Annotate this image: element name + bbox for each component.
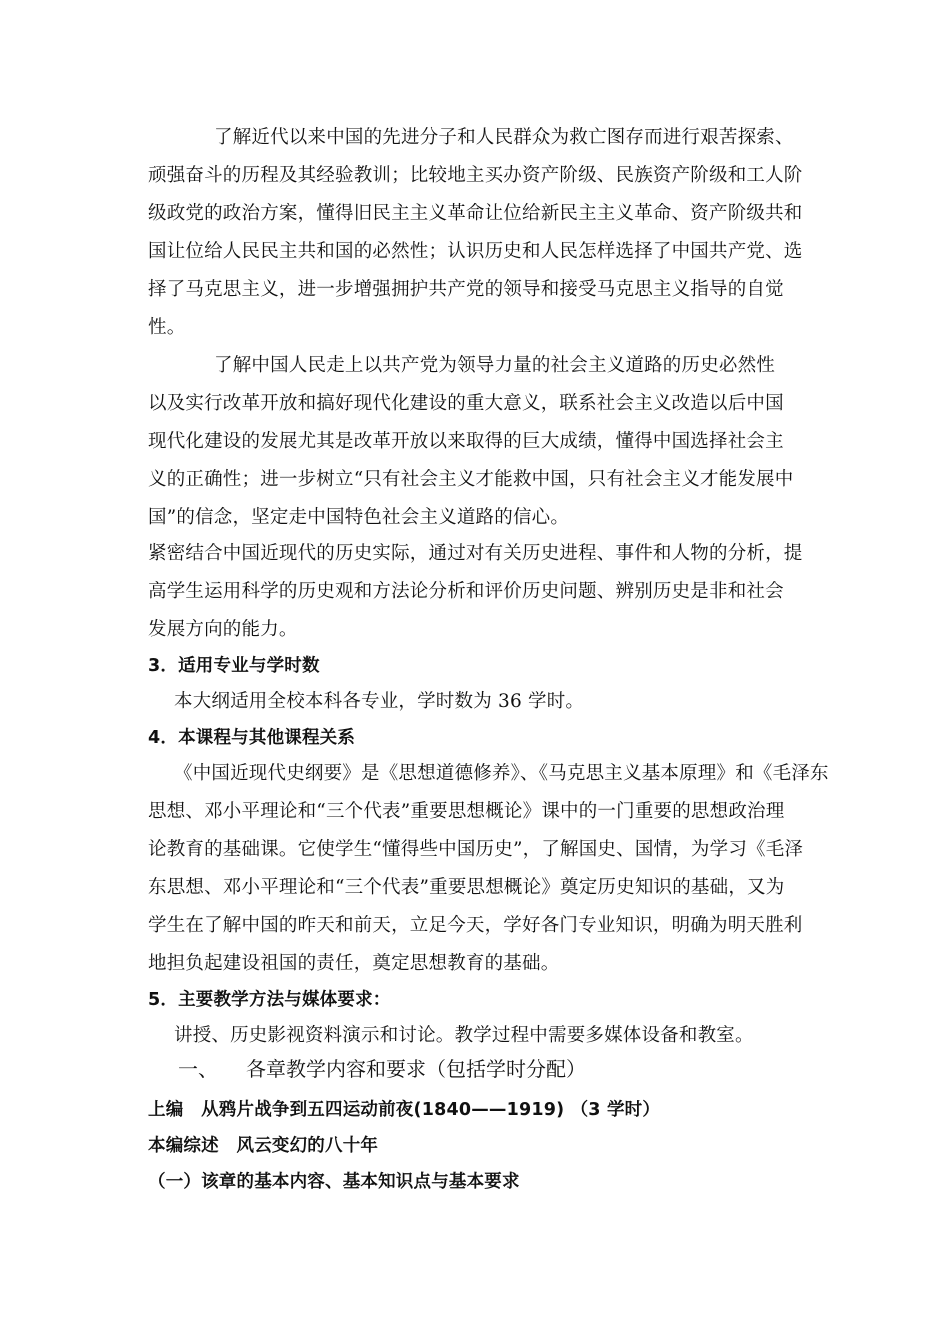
chapter-number: 一、 xyxy=(178,1057,218,1081)
paragraph-3-line-2: 高学生运用科学的历史观和方法论分析和评价历史问题、辨别历史是非和社会 xyxy=(148,581,784,602)
paragraph-1-line-2: 顽强奋斗的历程及其经验教训；比较地主买办资产阶级、民族资产阶级和工人阶 xyxy=(148,165,803,186)
section-4-line-4: 东思想、邓小平理论和“三个代表”重要思想概论》奠定历史知识的基础，又为 xyxy=(148,877,785,898)
section-4-line-2: 思想、邓小平理论和“三个代表”重要思想概论》课中的一门重要的思想政治理 xyxy=(148,801,785,822)
section-3-heading: 3．适用专业与学时数 xyxy=(148,656,320,676)
paragraph-1-line-3: 级政党的政治方案，懂得旧民主主义革命让位给新民主主义革命、资产阶级共和 xyxy=(148,203,803,224)
part-heading: 上编 从鸦片战争到五四运动前夜(1840——1919) （3 学时） xyxy=(148,1100,661,1120)
section-4-heading: 4．本课程与其他课程关系 xyxy=(148,728,356,748)
section-4-line-5: 学生在了解中国的昨天和前天，立足今天，学好各门专业知识，明确为明天胜利 xyxy=(148,915,803,936)
paragraph-1-line-6: 性。 xyxy=(148,317,186,338)
subsection-heading: （一）该章的基本内容、基本知识点与基本要求 xyxy=(148,1172,520,1192)
paragraph-3-line-3: 发展方向的能力。 xyxy=(148,619,298,640)
chapter-heading xyxy=(178,1056,586,1082)
paragraph-3-line-1: 紧密结合中国近现代的历史实际，通过对有关历史进程、事件和人物的分析，提 xyxy=(148,543,803,564)
section-3-body: 本大纲适用全校本科各专业，学时数为 36 学时。 xyxy=(174,691,585,712)
paragraph-2-line-1: 了解中国人民走上以共产党为领导力量的社会主义道路的历史必然性 xyxy=(214,355,776,376)
section-4-line-1: 《中国近现代史纲要》是《思想道德修养》、《马克思主义基本原理》和《毛泽东 xyxy=(174,763,829,784)
paragraph-2-line-5: 国”的信念，坚定走中国特色社会主义道路的信心。 xyxy=(148,507,570,528)
section-5-body: 讲授、历史影视资料演示和讨论。教学过程中需要多媒体设备和教室。 xyxy=(174,1025,754,1046)
overview-heading: 本编综述 风云变幻的八十年 xyxy=(148,1136,379,1156)
paragraph-1-line-1: 了解近代以来中国的先进分子和人民群众为救亡图存而进行艰苦探索、 xyxy=(214,127,794,148)
section-4-line-3: 论教育的基础课。它使学生“懂得些中国历史”，了解国史、国情，为学习《毛泽 xyxy=(148,839,804,860)
paragraph-1-line-4: 国让位给人民民主共和国的必然性；认识历史和人民怎样选择了中国共产党、选 xyxy=(148,241,803,262)
paragraph-2-line-4: 义的正确性；进一步树立“只有社会主义才能救中国，只有社会主义才能发展中 xyxy=(148,469,794,490)
paragraph-2-line-3: 现代化建设的发展尤其是改革开放以来取得的巨大成绩，懂得中国选择社会主 xyxy=(148,431,784,452)
chapter-title: 各章教学内容和要求（包括学时分配） xyxy=(246,1057,586,1081)
section-5-heading: 5．主要教学方法与媒体要求： xyxy=(148,990,391,1010)
paragraph-1-line-5: 择了马克思主义，进一步增强拥护共产党的领导和接受马克思主义指导的自觉 xyxy=(148,279,784,300)
section-4-line-6: 地担负起建设祖国的责任，奠定思想教育的基础。 xyxy=(148,953,560,974)
paragraph-2-line-2: 以及实行改革开放和搞好现代化建设的重大意义，联系社会主义改造以后中国 xyxy=(148,393,784,414)
